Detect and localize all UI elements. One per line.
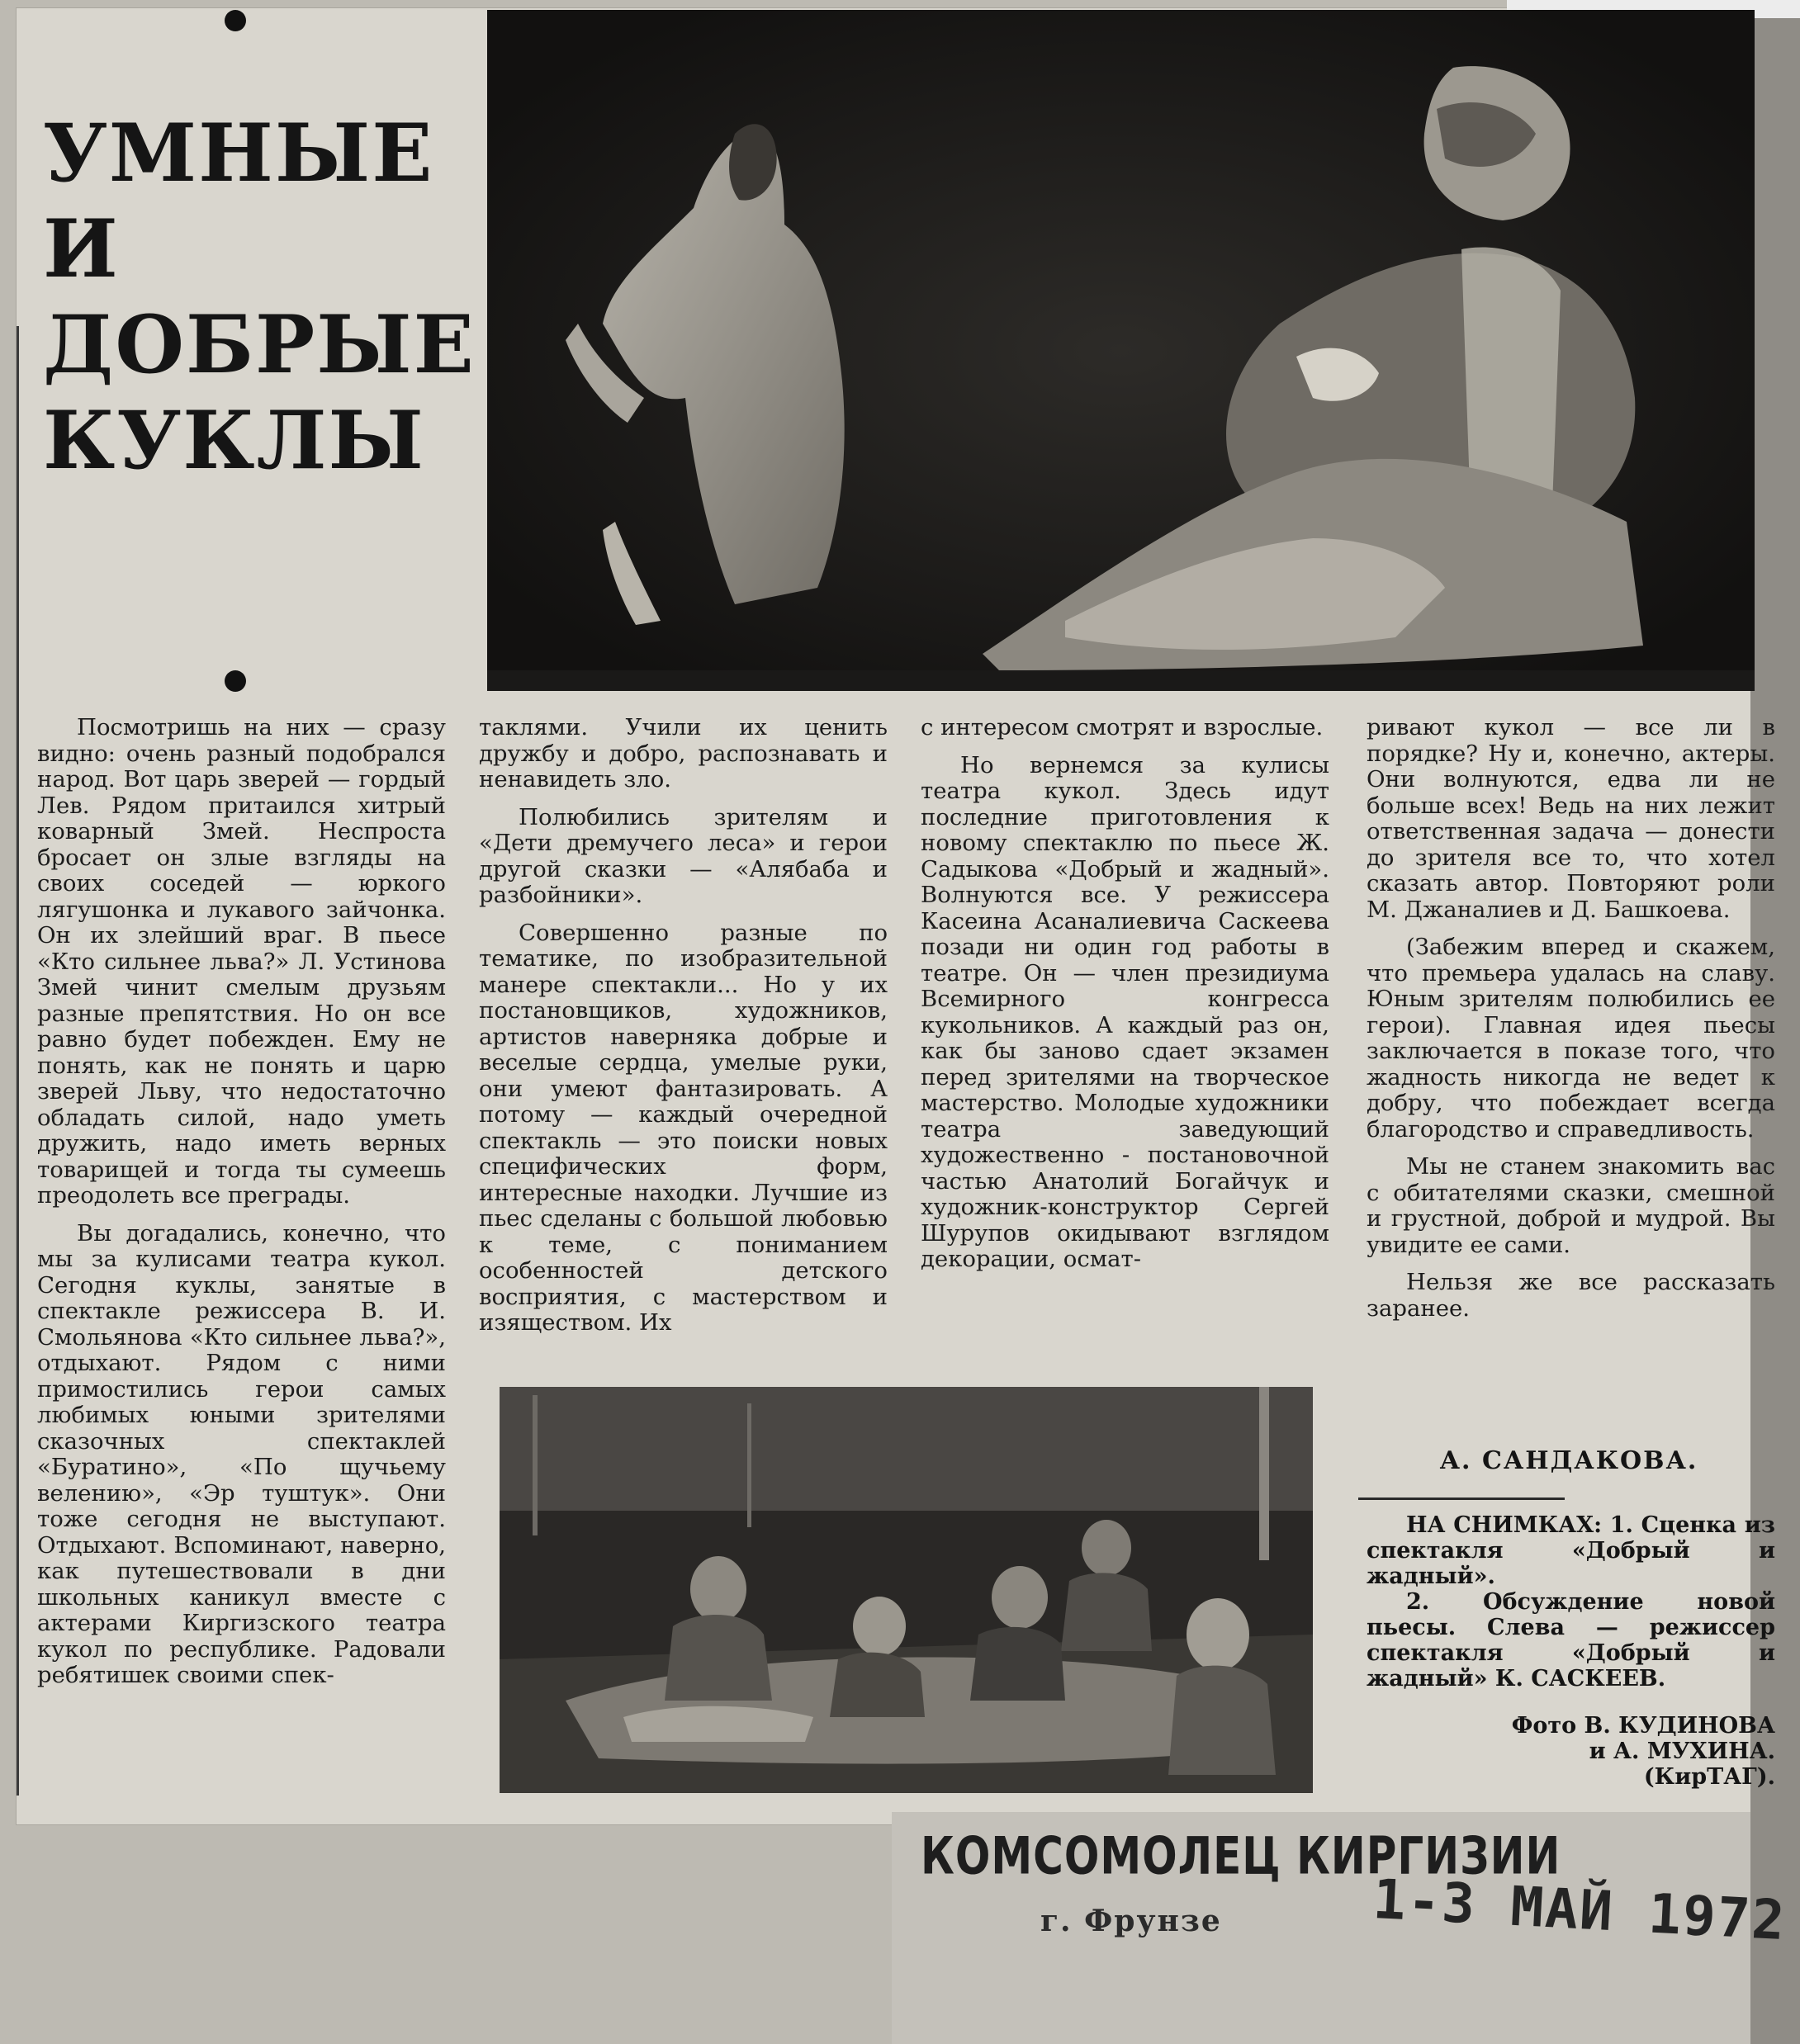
caption-2: 2. Обсуждение новой пьесы. Слева — режиссер спектакля «Добрый и жадный» К. САСКЕЕВ. <box>1367 1589 1775 1692</box>
headline-line-1: УМНЫЕ <box>43 106 434 200</box>
caption-1: НА СНИМКАХ: 1. Сценка из спектакля «Добрый и жадный». <box>1367 1512 1775 1589</box>
author-signature: А. САНДАКОВА. <box>1439 1446 1698 1475</box>
bullet-top <box>225 10 246 31</box>
paragraph: (Забежим вперед и скажем, что премьера удалась на славу. Юным зрителям полюбились ее герои). Главная идея пьесы заключается в показе того, что жадность никогда не ведет к добру, что побеждает всегда благородство и справедливость. <box>1367 934 1775 1143</box>
paragraph: таклями. Учили их ценить дружбу и добро, распознавать и ненавидеть зло. <box>479 714 888 793</box>
paragraph: Полюбились зрителям и «Дети дремучего леса» и герои другой сказки — «Алябаба и разбойники». <box>479 803 888 908</box>
credit-line-2: и А. МУХИНА. <box>1589 1739 1775 1764</box>
bullet-bottom <box>225 670 246 692</box>
photo-discussion <box>500 1387 1313 1793</box>
article-column-1 <box>37 715 446 1689</box>
article-column-2 <box>479 715 888 1337</box>
signature-rule <box>1358 1498 1565 1500</box>
article-column-3 <box>921 715 1329 1273</box>
paragraph: Мы не станем знакомить вас с обитателями сказки, смешной и грустной, доброй и мудрой. Вы увидите ее сами. <box>1367 1153 1775 1258</box>
headline-line-2: И <box>43 202 120 296</box>
date-stamp: 1-3 МАЙ 1972 <box>1371 1867 1788 1953</box>
photo-puppet-scene <box>487 10 1755 691</box>
article-headline <box>43 106 476 489</box>
headline-rule <box>17 326 19 1796</box>
paragraph: Нельзя же все рассказать заранее. <box>1367 1269 1775 1322</box>
paragraph: Вы догадались, конечно, что мы за кулисами театра кукол. Сегодня куклы, занятые в спектакле режиссера В. И. Смольянова «Кто сильнее льва?», отдыхают. Рядом с ними примостились герои самых любимых юными зрителями сказочных спектаклей «Буратино», «По щучьему велению», «Эр туштук». Они тоже сегодня не выступают. Отдыхают. Вспоминают, наверно, как путешествовали в дни школьных каникул вместе с актерами Киргизского театра кукол по республике. Радовали ребятишек своими спек- <box>37 1219 446 1688</box>
paragraph: с интересом смотрят и взрослые. <box>921 714 1324 740</box>
photo-captions <box>1367 1512 1775 1692</box>
paragraph: Совершенно разные по тематике, по изобразительной манере спектакли... Но у их постановщиков, художников, артистов наверняка добрые и веселые сердца, умелые руки, они умеют фантазировать. А потому — каждый очередной спектакль — это поиски новых специфических форм, интересные находки. Лучшие из пьес сделаны с большой любовью к теме, с пониманием особенностей детского восприятия, с мастерством и изяществом. Их <box>479 919 888 1336</box>
credit-line-3: (КирТАГ). <box>1643 1764 1775 1790</box>
paragraph: Посмотришь на них — сразу видно: очень разный подобрался народ. Вот царь зверей — гордый Лев. Рядом притаился хитрый коварный Змей. Неспроста бросает он злые взгляды на своих соседей — юркого лягушонка и лукавого зайчонка. Он их злейший враг. В пьесе «Кто сильнее льва?» Л. Устинова Змей чинит смелым друзьям разные препятствия. Но он все равно будет побежден. Ему не понять, как не понять и царю зверей Льву, что недостаточно обладать силой, надо уметь дружить, надо иметь верных товарищей и тогда ты сумеешь преодолеть все преграды. <box>37 714 446 1209</box>
headline-line-3: ДОБРЫЕ <box>43 298 476 391</box>
photo-credit <box>1367 1713 1775 1790</box>
article-column-4 <box>1367 715 1775 1322</box>
newspaper-stamp: КОМСОМОЛЕЦ КИРГИЗИИ <box>921 1826 1561 1886</box>
paragraph: ривают кукол — все ли в порядке? Ну и, конечно, актеры. Они волнуются, едва ли не больше всех! Ведь на них лежит ответственная задача — донести до зрителя все то, что хотел сказать автор. Повторяют роли М. Джаналиев и Д. Башкоева. <box>1367 714 1775 923</box>
photo-puppet-scene-image <box>487 10 1755 691</box>
photo-discussion-image <box>500 1387 1313 1793</box>
city-stamp: г. Фрунзе <box>1040 1904 1222 1938</box>
credit-line-1: Фото В. КУДИНОВА <box>1511 1713 1775 1739</box>
headline-line-4: КУКЛЫ <box>43 394 425 487</box>
paragraph: Но вернемся за кулисы театра кукол. Здесь идут последние приготовления к новому спектаклю по пьесе Ж. Садыкова «Добрый и жадный». Волнуются все. У режиссера Касеина Асаналиевича Саскеева позади ни один год работы в театре. Он — член президиума Всемирного конгресса кукольников. А каждый раз он, как бы заново сдает экзамен перед зрителями на творческое мастерство. Молодые художники театра заведующий художественно - постановочной частью Анатолий Богайчук и художник-конструктор Сергей Шурупов окидывают взглядом декорации, осмат- <box>921 751 1329 1272</box>
